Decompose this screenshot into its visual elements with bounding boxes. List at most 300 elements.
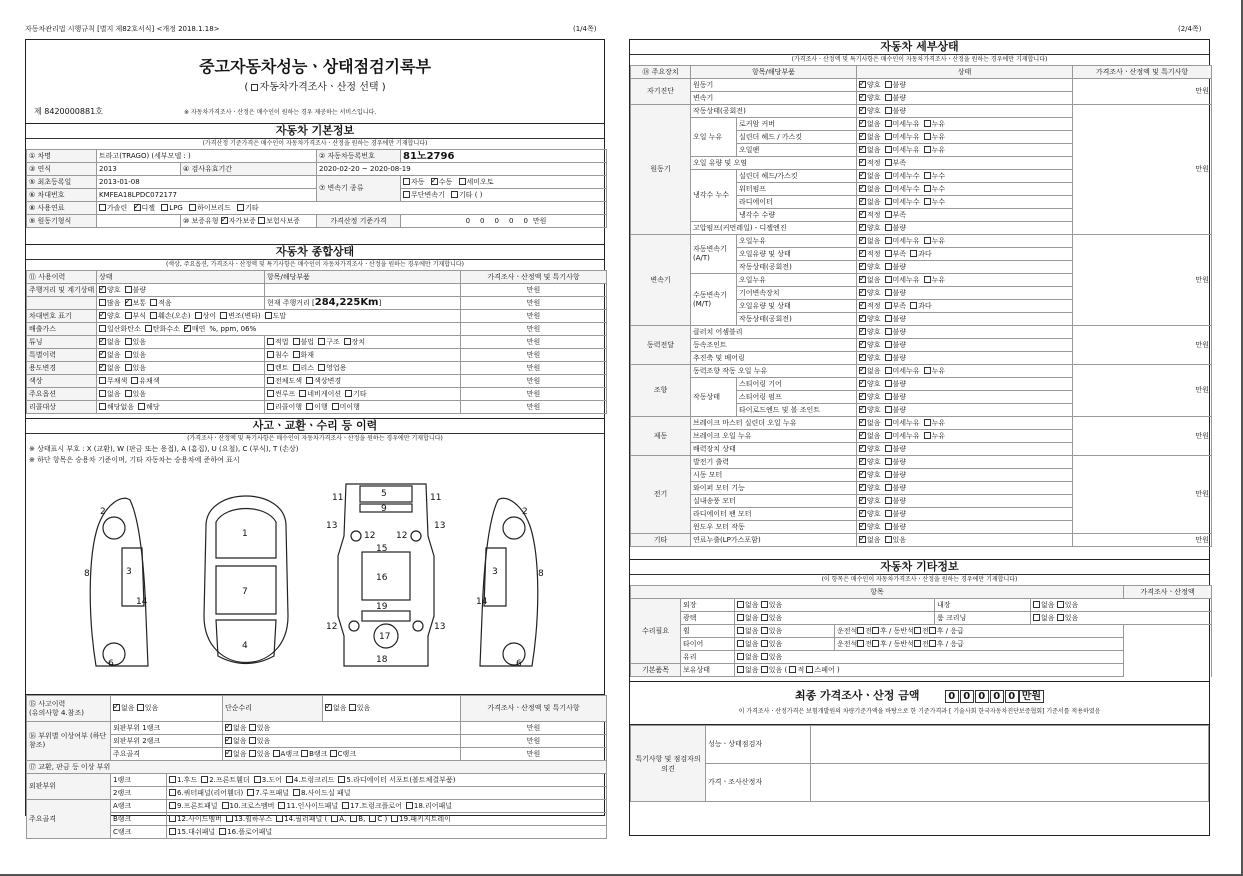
racell-0-checkbox[interactable] [169, 802, 176, 809]
detail-1-2-1-checkbox[interactable] [885, 133, 892, 140]
diagram-label-15: 15 [376, 544, 388, 554]
detail-3-1-1-checkbox[interactable] [885, 341, 892, 348]
reg-number-value: 81노2796 [401, 150, 607, 163]
car-name-value: 트라고(TRAGO) (세부모델 : ) [97, 150, 317, 163]
detail-4-2-1-checkbox[interactable] [885, 393, 892, 400]
detail-3-2-0-checkbox[interactable] [859, 354, 866, 361]
racell-4-checkbox[interactable] [406, 802, 413, 809]
r1cell-3-checkbox[interactable] [286, 776, 293, 783]
detail-1-2-2-checkbox[interactable] [924, 133, 931, 140]
detail-1-8-0-option: ✓ 적정 [859, 211, 881, 219]
detail-6-1-0-option: ✓ 양호 [859, 471, 881, 479]
detail-row [631, 456, 1212, 469]
detail-5-2-1-checkbox[interactable] [885, 445, 892, 452]
trans-other-checkbox[interactable] [451, 191, 458, 198]
detail-6-0-1-checkbox[interactable] [885, 458, 892, 465]
detail-item-label: 냉각수 수량 [737, 209, 857, 222]
frame-none-checkbox[interactable] [225, 750, 232, 757]
final-digit-4: 0 [990, 690, 1004, 703]
price-option-checkbox[interactable] [251, 84, 258, 91]
glass-yes-checkbox[interactable] [761, 653, 768, 660]
room-clean-label: 룸 크리닝 [935, 612, 1031, 625]
detail-2-4-1-checkbox[interactable] [885, 289, 892, 296]
overall-9-0-option: 해당없음 [99, 403, 134, 411]
detail-1-1-2-option: 누유 [924, 120, 946, 128]
tool-none-checkbox[interactable] [737, 666, 744, 673]
tire-label: 타이어 [681, 638, 735, 651]
detail-state [857, 534, 1073, 547]
overall-6-3-checkbox[interactable] [293, 364, 300, 371]
detail-state [857, 404, 1073, 417]
detail-3-2-1-checkbox[interactable] [885, 354, 892, 361]
detail-1-1-2-checkbox[interactable] [924, 120, 931, 127]
detail-item-label: 작동상태(공회전) [691, 105, 857, 118]
outer2-none-checkbox[interactable] [225, 737, 232, 744]
detail-1-6-0-checkbox[interactable] [859, 185, 866, 192]
simple-repair-options: ✓ 없음 있음 [323, 696, 461, 722]
rccell-0-checkbox[interactable] [169, 828, 176, 835]
detail-1-3-0-checkbox[interactable] [859, 146, 866, 153]
final-price-note: 이 가격조사ㆍ산정가격은 보험개발원의 차량기준가액을 바탕으로 한 기준가격과 [ 기술사회 한국자동차진단보증협회] 기준서를 적용하였음 [738, 708, 1101, 715]
detail-sub-label: 냉각수 누수 [691, 170, 737, 222]
detail-2-5-2-option: 과다 [910, 302, 932, 310]
overall-7-2-checkbox[interactable] [267, 377, 274, 384]
overall-2-4-checkbox[interactable] [220, 312, 227, 319]
overall-3-0-checkbox[interactable] [99, 325, 106, 332]
frame-c-checkbox[interactable] [330, 750, 337, 757]
detail-3-0-0-option: ✓ 양호 [859, 328, 881, 336]
detail-1-7-2-checkbox[interactable] [924, 198, 931, 205]
overall-7-0-checkbox[interactable] [99, 377, 106, 384]
wheel-none-checkbox[interactable] [737, 627, 744, 634]
overall-4-0-checkbox[interactable] [99, 338, 106, 345]
frame-b-checkbox[interactable] [301, 750, 308, 757]
detail-6-3-0-checkbox[interactable] [859, 497, 866, 504]
frame-yes-checkbox[interactable] [249, 750, 256, 757]
document-note: ※ 자동차가격조사ㆍ산정은 매수인이 원하는 경우 제공하는 서비스입니다. [184, 109, 377, 116]
detail-1-6-2-checkbox[interactable] [924, 185, 931, 192]
overall-status-table [26, 270, 607, 414]
wheel-front-f-checkbox[interactable] [857, 627, 864, 634]
detail-6-0-0-checkbox[interactable] [859, 458, 866, 465]
tool-status-label: 보유상태 [681, 664, 735, 677]
detail-6-0-1-option: 불량 [885, 458, 907, 466]
detail-1-1-1-checkbox[interactable] [885, 120, 892, 127]
detail-1-4-1-checkbox[interactable] [885, 159, 892, 166]
wheel-front-r-checkbox[interactable] [872, 627, 879, 634]
detail-4-0-0-checkbox[interactable] [859, 367, 866, 374]
tire-front-r-checkbox[interactable] [872, 640, 879, 647]
detail-5-1-2-checkbox[interactable] [924, 432, 931, 439]
detail-1-9-0-checkbox[interactable] [859, 224, 866, 231]
trans-semiauto-checkbox[interactable] [459, 178, 466, 185]
r2cell-2-checkbox[interactable] [293, 789, 300, 796]
simple-repair-yes-checkbox[interactable] [349, 704, 356, 711]
detail-2-0-1-checkbox[interactable] [885, 237, 892, 244]
overall-6-2-checkbox[interactable] [267, 364, 274, 371]
overall-7-3-checkbox[interactable] [306, 377, 313, 384]
inspector-opinion[interactable] [811, 726, 1209, 764]
diagram-label-2r: 2 [522, 507, 528, 517]
detail-5-1-1-checkbox[interactable] [885, 432, 892, 439]
exterior-label: 외장 [681, 599, 735, 612]
form-reference: 자동차관리법 시행규칙 [별지 제82호서식] <개정 2018.1.18> [25, 25, 220, 33]
detail-7-0-1-checkbox[interactable] [885, 536, 892, 543]
overall-row-state [97, 375, 265, 388]
detail-5-0-1-checkbox[interactable] [885, 419, 892, 426]
detail-2-1-1-checkbox[interactable] [885, 250, 892, 257]
trans-auto-checkbox[interactable] [403, 178, 410, 185]
outer1-none-checkbox[interactable] [225, 724, 232, 731]
warranty-self-checkbox[interactable] [221, 217, 228, 224]
overall-8-0-checkbox[interactable] [99, 390, 106, 397]
fuel-lpg-checkbox[interactable] [161, 204, 168, 211]
detail-item-label: 스티어링 펌프 [737, 391, 857, 404]
overall-6-4-option: 영업용 [318, 364, 346, 372]
detail-item-label: 브레이크 오일 누유 [691, 430, 857, 443]
detail-1-0-1-checkbox[interactable] [885, 107, 892, 114]
detail-4-0-1-checkbox[interactable] [885, 367, 892, 374]
appraiser-opinion[interactable] [811, 764, 1209, 802]
r1cell-4-option: 5.라디에이터 서포트(볼트체결부품) [338, 776, 455, 784]
overall-4-4-checkbox[interactable] [318, 338, 325, 345]
rbcell-2-checkbox[interactable] [276, 815, 283, 822]
overall-0-1-checkbox[interactable] [125, 286, 132, 293]
overall-2-5-checkbox[interactable] [265, 312, 272, 319]
glass-none-checkbox[interactable] [737, 653, 744, 660]
overall-2-1-checkbox[interactable] [125, 312, 132, 319]
overall-9-2-checkbox[interactable] [267, 403, 274, 410]
detail-group-label: 자기진단 [631, 79, 691, 105]
overall-6-4-checkbox[interactable] [318, 364, 325, 371]
detail-1-3-0-option: ✓ 없음 [859, 146, 881, 154]
rank-2-label: 2랭크 [111, 787, 167, 800]
overall-9-3-checkbox[interactable] [306, 403, 313, 410]
detail-6-1-0-checkbox[interactable] [859, 471, 866, 478]
price-option: ( 자동차가격조사ㆍ산정 선택 ) [244, 82, 386, 93]
detail-2-6-0-checkbox[interactable] [859, 315, 866, 322]
document-number: 제 8420000881호 [34, 107, 103, 116]
fuel-diesel-checkbox[interactable] [134, 204, 141, 211]
exterior-none-checkbox[interactable] [737, 601, 744, 608]
tire-rear-r-checkbox[interactable] [929, 640, 936, 647]
detail-6-5-0-checkbox[interactable] [859, 523, 866, 530]
rbcell-2-option: 14.필러패널 ( [276, 815, 327, 823]
detail-4-3-1-checkbox[interactable] [885, 406, 892, 413]
room-none-checkbox[interactable] [1033, 614, 1040, 621]
final-price-unit: 만원 [1019, 690, 1044, 703]
overall-8-2-checkbox[interactable] [267, 390, 274, 397]
simple-repair-none-checkbox[interactable] [325, 704, 332, 711]
detail-1-2-0-checkbox[interactable] [859, 133, 866, 140]
detail-2-3-1-checkbox[interactable] [885, 276, 892, 283]
detail-2-6-0-option: ✓ 양호 [859, 315, 881, 323]
detail-3-0-1-checkbox[interactable] [885, 328, 892, 335]
tool-yes-checkbox[interactable] [761, 666, 768, 673]
other-info-title: 자동차 기타정보 [630, 560, 1209, 575]
detail-1-1-0-checkbox[interactable] [859, 120, 866, 127]
overall-1-1-checkbox[interactable] [125, 299, 132, 306]
emission-values: %, ppm, 06% [209, 324, 257, 333]
overall-6-0-option: ✓ 없음 [99, 364, 121, 372]
detail-1-7-1-checkbox[interactable] [885, 198, 892, 205]
detail-2-0-0-checkbox[interactable] [859, 237, 866, 244]
detail-6-2-0-checkbox[interactable] [859, 484, 866, 491]
overall-8-4-checkbox[interactable] [345, 390, 352, 397]
fuel-hybrid-checkbox[interactable] [189, 204, 196, 211]
detail-6-1-1-checkbox[interactable] [885, 471, 892, 478]
detail-2-3-0-checkbox[interactable] [859, 276, 866, 283]
detail-0-0-1-checkbox[interactable] [885, 81, 892, 88]
detail-1-4-1-option: 부족 [885, 159, 907, 167]
overall-3-0-option: 일산화탄소 [99, 325, 141, 333]
detail-5-2-1-option: 불량 [885, 445, 907, 453]
warranty-insurer-checkbox[interactable] [258, 217, 265, 224]
outer2-yes-checkbox[interactable] [249, 737, 256, 744]
detail-2-2-0-option: ✓ 양호 [859, 263, 881, 271]
detail-1-6-1-checkbox[interactable] [885, 185, 892, 192]
accident-none-checkbox[interactable] [113, 704, 120, 711]
outer-panel-label: 외판부위 [27, 774, 111, 800]
overall-4-1-checkbox[interactable] [125, 338, 132, 345]
diagram-label-13r: 13 [434, 521, 446, 531]
overall-2-0-checkbox[interactable] [99, 312, 106, 319]
overall-6-0-checkbox[interactable] [99, 364, 106, 371]
detail-2-1-0-checkbox[interactable] [859, 250, 866, 257]
detail-state [857, 209, 1073, 222]
rbcell-6-checkbox[interactable] [391, 815, 398, 822]
detail-2-2-1-checkbox[interactable] [885, 263, 892, 270]
r1cell-2-checkbox[interactable] [254, 776, 261, 783]
overall-1-2-checkbox[interactable] [150, 299, 157, 306]
interior-none-checkbox[interactable] [1033, 601, 1040, 608]
basic-info-title: 자동차 기본정보 [26, 124, 604, 139]
detail-6-4-0-checkbox[interactable] [859, 510, 866, 517]
detail-group-label: 원동기 [631, 105, 691, 235]
overall-row-price: 만원 [461, 323, 607, 336]
r2cell-0-checkbox[interactable] [169, 789, 176, 796]
detail-1-3-1-checkbox[interactable] [885, 146, 892, 153]
overall-8-2-option: 썬루프 [267, 390, 295, 398]
overall-row-price: 만원 [461, 336, 607, 349]
frame-a-checkbox[interactable] [273, 750, 280, 757]
r1cell-1-checkbox[interactable] [201, 776, 208, 783]
rbcell-1-checkbox[interactable] [226, 815, 233, 822]
overall-3-2-checkbox[interactable] [184, 325, 191, 332]
overall-9-2-option: 리콜이행 [267, 403, 302, 411]
overall-9-4-checkbox[interactable] [332, 403, 339, 410]
accident-yes-checkbox[interactable] [137, 704, 144, 711]
r1cell-4-checkbox[interactable] [338, 776, 345, 783]
r1cell-0-checkbox[interactable] [169, 776, 176, 783]
frame-wheelhouse-rr [413, 621, 423, 631]
overall-5-1-checkbox[interactable] [125, 351, 132, 358]
detail-3-0-0-checkbox[interactable] [859, 328, 866, 335]
outer1-yes-checkbox[interactable] [249, 724, 256, 731]
overall-4-0-option: ✓ 없음 [99, 338, 121, 346]
overall-5-0-checkbox[interactable] [99, 351, 106, 358]
detail-5-2-0-checkbox[interactable] [859, 445, 866, 452]
wheel-rear-r-checkbox[interactable] [929, 627, 936, 634]
detail-group-label: 전기 [631, 456, 691, 534]
overall-row-state [97, 401, 265, 414]
gloss-yes-checkbox[interactable] [761, 614, 768, 621]
detail-2-5-1-checkbox[interactable] [885, 302, 892, 309]
detail-1-9-1-checkbox[interactable] [885, 224, 892, 231]
detail-1-4-0-checkbox[interactable] [859, 159, 866, 166]
tire-yes-checkbox[interactable] [761, 640, 768, 647]
detail-item-label: 워터펌프 [737, 183, 857, 196]
detail-2-5-0-checkbox[interactable] [859, 302, 866, 309]
tire-none-checkbox[interactable] [737, 640, 744, 647]
detail-6-2-1-checkbox[interactable] [885, 484, 892, 491]
overall-row-label: 차대번호 표기 [27, 310, 97, 323]
overall-5-3-checkbox[interactable] [293, 351, 300, 358]
fuel-other-checkbox[interactable] [237, 204, 244, 211]
overall-8-3-checkbox[interactable] [299, 390, 306, 397]
overall-9-1-checkbox[interactable] [138, 403, 145, 410]
racell-1-checkbox[interactable] [222, 802, 229, 809]
overall-4-2-checkbox[interactable] [267, 338, 274, 345]
year-label: ③ 연식 [27, 163, 97, 176]
tool-jack-checkbox[interactable] [789, 666, 796, 673]
tire-front-f-checkbox[interactable] [857, 640, 864, 647]
racell-3-checkbox[interactable] [342, 802, 349, 809]
wheel-rear-f-checkbox[interactable] [914, 627, 921, 634]
detail-1-8-1-checkbox[interactable] [885, 211, 892, 218]
detail-5-0-2-option: 누유 [924, 419, 946, 427]
diagram-label-13l: 13 [326, 521, 338, 531]
rbcell-0-checkbox[interactable] [169, 815, 176, 822]
overall-2-5-option: 도말 [265, 312, 287, 320]
detail-6-5-1-checkbox[interactable] [885, 523, 892, 530]
overall-2-3-checkbox[interactable] [195, 312, 202, 319]
overall-9-0-checkbox[interactable] [99, 403, 106, 410]
detail-2-1-2-checkbox[interactable] [910, 250, 917, 257]
detail-1-0-0-checkbox[interactable] [859, 107, 866, 114]
detail-item-label: 실린더 헤드/가스킷 [737, 170, 857, 183]
detail-6-3-1-checkbox[interactable] [885, 497, 892, 504]
tire-rear-f-checkbox[interactable] [914, 640, 921, 647]
detail-0-1-1-checkbox[interactable] [885, 94, 892, 101]
tire-options: 없음 있음 [735, 638, 835, 651]
detail-1-4-0-option: ✓ 적정 [859, 159, 881, 167]
overall-3-1-checkbox[interactable] [145, 325, 152, 332]
parts-row-1-options: ✓ 없음 있음 [223, 722, 461, 735]
detail-3-1-0-checkbox[interactable] [859, 341, 866, 348]
overall-row-state [97, 349, 265, 362]
detail-1-6-2-option: 누수 [924, 185, 946, 193]
detail-5-0-0-checkbox[interactable] [859, 419, 866, 426]
detail-1-2-1-option: 미세누유 [885, 133, 920, 141]
exterior-yes-checkbox[interactable] [761, 601, 768, 608]
detail-1-7-0-checkbox[interactable] [859, 198, 866, 205]
parts-row-3-options: ✓ 없음 있음 A랭크 B랭크 C랭크 [223, 748, 461, 761]
diagram-label-1: 1 [242, 529, 248, 539]
detail-2-1-2-option: 과다 [910, 250, 932, 258]
detail-1-5-0-option: ✓ 없음 [859, 172, 881, 180]
r1cell-0-option: 1.후드 [169, 776, 197, 784]
detail-4-3-0-checkbox[interactable] [859, 406, 866, 413]
detail-2-3-2-checkbox[interactable] [924, 276, 931, 283]
detail-row [631, 365, 1212, 378]
rbcell-4-checkbox[interactable] [350, 815, 357, 822]
detail-state [857, 443, 1073, 456]
room-yes-checkbox[interactable] [1057, 614, 1064, 621]
overall-5-2-checkbox[interactable] [267, 351, 274, 358]
detail-5-0-2-checkbox[interactable] [924, 419, 931, 426]
base-price-value: 0 0 0 0 0 만원 [401, 215, 607, 228]
detail-state [857, 105, 1073, 118]
rccell-1-checkbox[interactable] [219, 828, 226, 835]
rbcell-5-checkbox[interactable] [369, 815, 376, 822]
detail-0-0-0-checkbox[interactable] [859, 81, 866, 88]
car-right-side-body [480, 498, 538, 666]
detail-4-1-0-checkbox[interactable] [859, 380, 866, 387]
racell-2-checkbox[interactable] [278, 802, 285, 809]
detail-2-5-2-checkbox[interactable] [910, 302, 917, 309]
overall-2-2-checkbox[interactable] [150, 312, 157, 319]
detail-sub-label: 작동상태 [691, 378, 737, 417]
detail-0-0-1-option: 불량 [885, 81, 907, 89]
rbcell-1-option: 13.휠하우스 [226, 815, 272, 823]
detail-1-5-1-checkbox[interactable] [885, 172, 892, 179]
trans-manual-checkbox[interactable] [431, 178, 438, 185]
detail-7-0-0-checkbox[interactable] [859, 536, 866, 543]
overall-0-0-checkbox[interactable] [99, 286, 106, 293]
overall-4-3-checkbox[interactable] [293, 338, 300, 345]
interior-yes-checkbox[interactable] [1057, 601, 1064, 608]
detail-5-1-0-checkbox[interactable] [859, 432, 866, 439]
trans-cvt-checkbox[interactable] [403, 191, 410, 198]
overall-8-1-checkbox[interactable] [125, 390, 132, 397]
gloss-none-checkbox[interactable] [737, 614, 744, 621]
rbcell-3-checkbox[interactable] [331, 815, 338, 822]
detail-1-8-0-checkbox[interactable] [859, 211, 866, 218]
detail-2-4-0-checkbox[interactable] [859, 289, 866, 296]
detail-6-4-1-option: 불량 [885, 510, 907, 518]
detail-1-5-0-checkbox[interactable] [859, 172, 866, 179]
history-price-header: 가격조사ㆍ산정액 및 특기사항 [461, 696, 607, 722]
detail-2-5-0-option: ✓ 적정 [859, 302, 881, 310]
r2cell-1-checkbox[interactable] [247, 789, 254, 796]
detail-6-4-1-checkbox[interactable] [885, 510, 892, 517]
detail-0-1-0-checkbox[interactable] [859, 94, 866, 101]
overall-1-0-checkbox[interactable] [99, 299, 106, 306]
frame-wheelhouse-fl [351, 531, 361, 541]
detail-1-3-2-checkbox[interactable] [924, 146, 931, 153]
detail-1-5-2-checkbox[interactable] [924, 172, 931, 179]
detail-2-0-2-checkbox[interactable] [924, 237, 931, 244]
detail-5-1-2-option: 누유 [924, 432, 946, 440]
detail-group-label: 변속기 [631, 235, 691, 326]
overall-4-5-checkbox[interactable] [344, 338, 351, 345]
detail-4-1-1-checkbox[interactable] [885, 380, 892, 387]
overall-7-1-checkbox[interactable] [131, 377, 138, 384]
detail-2-2-0-checkbox[interactable] [859, 263, 866, 270]
tool-spare-checkbox[interactable] [806, 666, 813, 673]
fuel-gasoline-checkbox[interactable] [99, 204, 106, 211]
detail-2-6-1-checkbox[interactable] [885, 315, 892, 322]
overall-row-detail: 현재 주행거리 [284,225Km] [265, 297, 461, 310]
repair-history-section [26, 695, 604, 836]
overall-6-1-checkbox[interactable] [125, 364, 132, 371]
detail-6-5-1-option: 불량 [885, 523, 907, 531]
detail-4-2-0-checkbox[interactable] [859, 393, 866, 400]
wheel-yes-checkbox[interactable] [761, 627, 768, 634]
detail-4-0-2-checkbox[interactable] [924, 367, 931, 374]
detail-item-label: 실린더 헤드 / 가스킷 [737, 131, 857, 144]
